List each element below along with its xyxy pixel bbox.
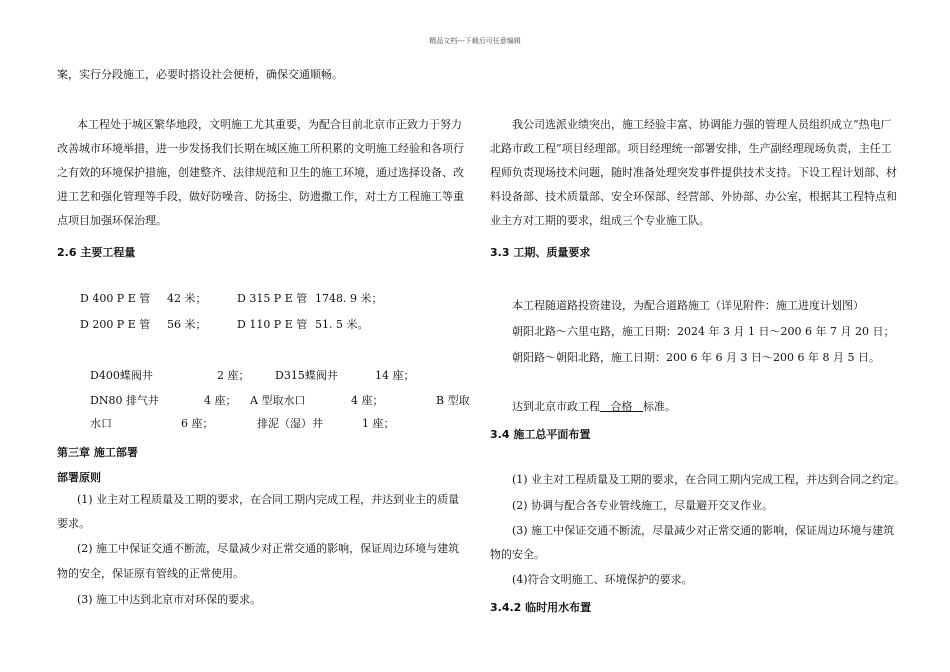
- sub-heading: 部署原则: [57, 471, 101, 484]
- quantity-value: 51. 5 米。: [315, 318, 369, 331]
- layout-item: (2) 协调与配合各专业管线施工，尽量避开交叉作业。: [512, 499, 774, 512]
- section-heading: 3.4 施工总平面布置: [490, 428, 591, 441]
- paragraph: 案，实行分段施工，必要时搭设社会便桥，确保交通顺畅。: [57, 68, 343, 81]
- well-item: D315蝶阀井: [275, 369, 338, 382]
- quantity-item: D 315 P E 管: [237, 292, 308, 305]
- section-heading: 3.4.2 临时用水布置: [490, 601, 592, 614]
- quality-grade: 合格: [600, 400, 643, 413]
- well-item: B 型取: [436, 394, 470, 407]
- paragraph-line: 程师负责现场技术问题，随时准备处理突发事件提供技术支持。下设工程计划部、材: [490, 166, 897, 179]
- paragraph-line: 进工艺和强化管理等手段，做好防噪音、防扬尘、防遗撒工作，对土方工程施工等重: [57, 190, 464, 203]
- well-count: 1 座；: [362, 417, 395, 430]
- well-item: 水口: [90, 417, 112, 430]
- well-item: DN80 排气井: [90, 394, 159, 407]
- well-item: D400蝶阀井: [90, 369, 153, 382]
- schedule-line: 本工程随道路投资建设，为配合道路施工（详见附件：施工进度计划图）: [512, 299, 864, 312]
- quantity-item: D 110 P E 管: [237, 318, 308, 331]
- quality-suffix: 标准。: [642, 400, 676, 413]
- paragraph-line: 本工程处于城区繁华地段，文明施工尤其重要，为配合目前北京市正致力于努力: [77, 118, 462, 131]
- principle-item: (2) 施工中保证交通不断流，尽量减少对正常交通的影响，保证周边环境与建筑: [77, 542, 460, 555]
- principle-item-cont: 要求。: [57, 517, 90, 530]
- paragraph-line: 改善城市环境举措，进一步发扬我们长期在城区施工所积累的文明施工经验和各项行: [57, 142, 464, 155]
- principle-item: (1) 业主对工程质量及工期的要求，在合同工期内完成工程，并达到业主的质量: [77, 493, 460, 506]
- page-header: 精品文档---下载后可任意编辑: [429, 37, 521, 45]
- well-count: 4 座；: [351, 394, 384, 407]
- paragraph-line: 之有效的环境保护措施，创建整齐、法律规范和卫生的施工环境，通过选择设备、改: [57, 166, 464, 179]
- principle-item-cont: 物的安全，保证原有管线的正常使用。: [57, 567, 244, 580]
- paragraph-line: 点项目加强环保治理。: [57, 214, 167, 227]
- well-item: A 型取水口: [250, 394, 306, 407]
- layout-item-cont: 物的安全。: [490, 548, 545, 561]
- well-count: 2 座；: [217, 369, 250, 382]
- quantity-value: 56 米；: [167, 318, 207, 331]
- section-heading: 3.3 工期、质量要求: [490, 246, 591, 259]
- layout-item: (3) 施工中保证交通不断流，尽量减少对正常交通的影响，保证周边环境与建筑: [512, 524, 895, 537]
- well-count: 4 座；: [204, 394, 237, 407]
- quality-line: [512, 395, 676, 419]
- well-count: 6 座；: [181, 417, 214, 430]
- principle-item: (3) 施工中达到北京市对环保的要求。: [77, 593, 262, 606]
- chapter-heading: 第三章 施工部署: [57, 446, 138, 459]
- paragraph-line: 业主方对工期的要求，组成三个专业施工队。: [490, 214, 710, 227]
- paragraph-line: 料设备部、技术质量部、安全环保部、经营部、外协部、办公室，根据其工程特点和: [490, 190, 897, 203]
- quantity-item: D 200 P E 管: [80, 318, 151, 331]
- quantity-value: 42 米；: [167, 292, 207, 305]
- layout-item: (1) 业主对工程质量及工期的要求，在合同工期内完成工程，并达到合同之约定。: [512, 473, 906, 486]
- layout-item: (4)符合文明施工、环境保护的要求。: [512, 573, 693, 586]
- schedule-line: 朝阳北路～六里屯路，施工日期：2024 年 3 月 1 日～200 6 年 7 月 20 日；: [512, 325, 895, 338]
- quality-prefix: 达到北京市政工程: [512, 400, 600, 413]
- schedule-line: 朝阳路～朝阳北路，施工日期：200 6 年 6 月 3 日～200 6 年 8 月 5 日。: [512, 351, 880, 364]
- paragraph-line: 我公司选派业绩突出，施工经验丰富、协调能力强的管理人员组织成立“热电厂: [512, 118, 892, 131]
- section-heading: 2.6 主要工程量: [57, 246, 136, 259]
- quantity-item: D 400 P E 管: [80, 292, 151, 305]
- well-item: 排泥（湿）井: [257, 417, 323, 430]
- quantity-value: 1748. 9 米；: [315, 292, 383, 305]
- paragraph-line: 北路市政工程”项目经理部。项目经理统一部署安排，生产副经理现场负责，主任工: [490, 142, 892, 155]
- well-count: 14 座；: [375, 369, 415, 382]
